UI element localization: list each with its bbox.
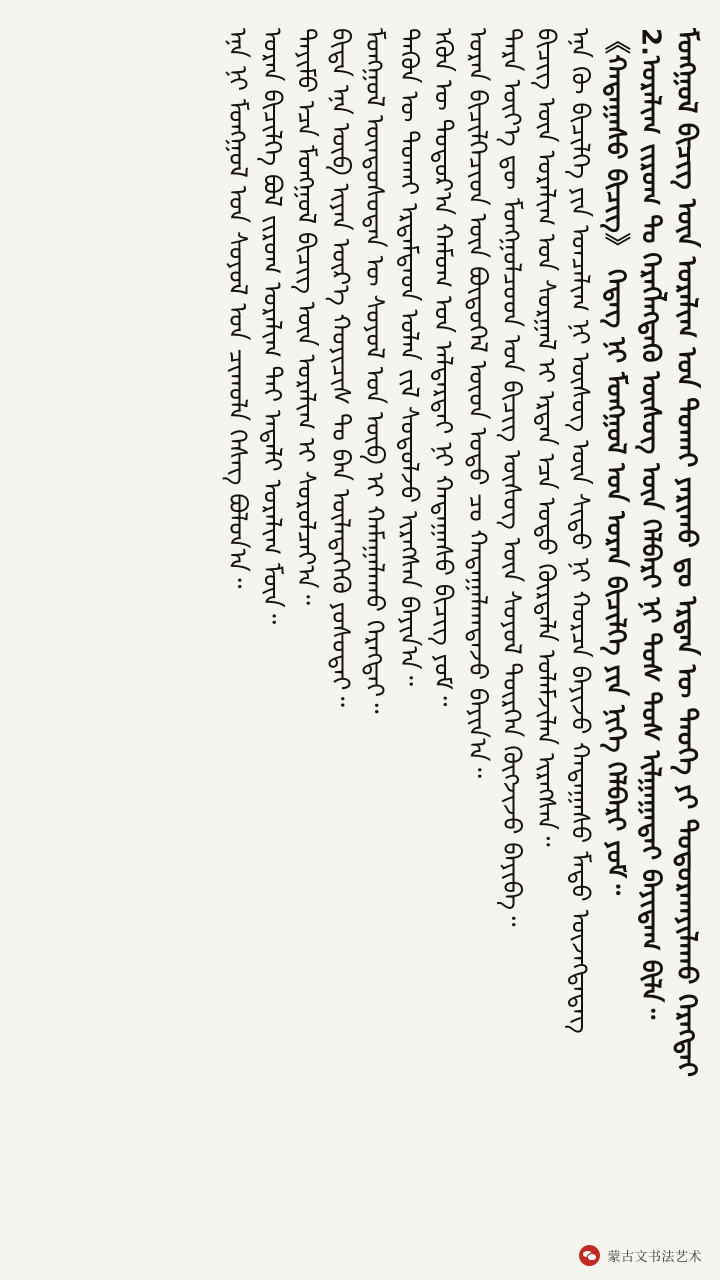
text-column-8: ᠡᠭᠦᠨ ᠦ ᠳᠣᠲᠣᠷ᠎ᠠ ᠬᠠᠮᠤᠭ ᠤᠨ ᠠᠯᠳᠠᠷᠲᠠᠢ ᠨᠢ ᠬᠠᠳᠠᠭᠠᠰᠤ ᠪᠢᠴᠢᠭ ᠶᠤᠮ᠃	[429, 28, 459, 707]
wechat-icon	[579, 1245, 600, 1266]
mongolian-text-body	[16, 28, 704, 1220]
text-column-4: ᠡᠨᠡ ᠬᠦ ᠪᠢᠴᠢᠯᠭᠡ ᠶᠢᠨ ᠣᠨᠴᠠᠯᠢᠭ ᠨᠢ ᠦᠰᠦᠭ ᠦᠨ ᠰᠢᠳᠦ ᠨᠢ ᠬᠤᠷᠴᠠ ᠪᠠᠶᠢᠵᠤ ᠬᠠᠳᠠᠭᠠᠰᠤ ᠮᠡᠲᠦ ᠦᠵᠡᠭᠳᠡᠳᠡᠭ	[566, 28, 596, 1034]
text-column-3: 《ᠬᠠᠳᠠᠭᠠᠰᠤ ᠪᠢᠴᠢᠭ》 ᠭᠡᠳᠡᠭ ᠨᠢ ᠮᠣᠩᠭᠣᠯ ᠤᠨ ᠤᠷᠠᠨ ᠪᠢᠴᠢᠯᠭᠡ ᠶᠢᠨ ᠨᠢᠭᠡ ᠬᠡᠯᠪᠡᠷᠢ ᠶᠤᠮ᠃	[600, 28, 631, 896]
footer-attribution	[579, 1245, 702, 1266]
text-column-2: 2.ᠤᠷᠠᠯᠢᠭ ᠵᠢᠷᠤᠭ ᠲᠤ ᠬᠡᠷᠡᠭᠯᠡᠭᠳᠡᠬᠦ ᠦᠰᠦᠭ ᠦᠨ ᠬᠡᠯᠪᠡᠷᠢ ᠨᠢ ᠲᠤᠰ ᠲᠤᠰ ᠢᠯᠭᠠᠭᠠᠲᠠᠢ ᠪᠠᠶᠢᠳᠠᠭ ᠪᠢᠯᠡ᠃	[635, 28, 666, 1020]
text-column-12: ᠲᠡᠶᠢᠮᠦ ᠡᠴᠡ ᠮᠣᠩᠭᠣᠯ ᠪᠢᠴᠢᠭ ᠦᠨ ᠤᠷᠠᠯᠢᠭ ᠢ ᠰᠤᠷᠤᠯᠴᠠᠶ᠎ᠠ᠃	[292, 28, 322, 605]
text-column-9: ᠲᠡᠭᠦᠨ ᠦ ᠲᠤᠬᠠᠢ ᠡᠷᠳᠡᠮᠲᠡᠳ ᠣᠯᠠᠨ ᠵᠢᠯ ᠰᠤᠳᠤᠯᠵᠤ ᠢᠷᠡᠭᠰᠡᠨ ᠪᠠᠶᠢᠨ᠎ᠠ᠃	[394, 28, 424, 686]
text-column-1: ᠮᠣᠩᠭᠣᠯ ᠪᠢᠴᠢᠭ ᠦᠨ ᠤᠷᠠᠯᠢᠭ ᠤᠨ ᠲᠤᠬᠠᠢ ᠶᠠᠷᠢᠬᠤ ᠳᠤ ᠡᠷᠲᠡᠨ ᠦ ᠲᠡᠦᠬᠡ ᠶᠢ ᠲᠣᠳᠣᠷᠬᠠᠶᠢᠯᠠᠬᠤ ᠬᠡᠷᠡᠭᠲᠡᠢ	[671, 28, 702, 1078]
text-column-6: ᠲᠡᠷᠡ ᠦᠶ᠎ᠡ ᠳᠦ ᠮᠣᠩᠭᠣᠯᠴᠤᠳ ᠤᠨ ᠪᠢᠴᠢᠭ ᠦᠰᠦᠭ ᠦᠨ ᠰᠤᠶᠤᠯ ᠲᠦᠷᠭᠡᠨ ᠬᠦᠭᠵᠢᠵᠦ ᠪᠠᠶᠢᠪᠠ᠃	[497, 28, 527, 927]
text-column-13: ᠤᠷᠠᠨ ᠪᠢᠴᠢᠯᠭᠡ ᠪᠣᠯ ᠵᠢᠷᠤᠭ ᠤᠷᠠᠯᠢᠭ ᠲᠠᠢ ᠠᠳᠠᠯᠢ ᠤᠷᠠᠯᠢᠭ ᠮᠥᠨ᠃	[257, 28, 287, 625]
text-column-11: ᠪᠢᠳᠡ ᠡᠨᠡ ᠦᠪ ᠢᠶᠡᠨ ᠦᠷ᠎ᠡ ᠬᠣᠶᠢᠴᠢᠰ ᠲᠤ ᠪᠠᠨ ᠦᠯᠡᠳᠡᠭᠡᠬᠦ ᠶᠣᠰᠣᠲᠠᠢ᠃	[326, 28, 356, 707]
text-column-14: ᠡᠨᠡ ᠨᠢ ᠮᠣᠩᠭᠣᠯ ᠤᠨ ᠰᠤᠶᠤᠯ ᠤᠨ ᠴᠢᠬᠤᠯᠠ ᠬᠡᠰᠡᠭ ᠪᠣᠯᠤᠨ᠎ᠠ᠃	[223, 28, 253, 589]
footer-label: 蒙古文书法艺术	[607, 1250, 702, 1265]
text-column-10: ᠮᠣᠩᠭᠣᠯ ᠦᠨᠳᠦᠰᠦᠲᠡᠨ ᠦ ᠰᠤᠶᠤᠯ ᠤᠨ ᠦᠪ ᠢ ᠬᠠᠮᠠᠭᠠᠯᠠᠬᠤ ᠬᠡᠷᠡᠭᠲᠡᠢ᠃	[360, 28, 390, 714]
text-column-5: ᠪᠢᠴᠢᠭ ᠦᠨ ᠤᠷᠠᠯᠢᠭ ᠤᠨ ᠰᠤᠷᠭᠠᠯ ᠢ ᠡᠷᠲᠡᠨ ᠡᠴᠡ ᠣᠳᠣ ᠬᠦᠷᠲᠡᠯᠡ ᠤᠯᠠᠮᠵᠢᠯᠠᠨ ᠢᠷᠡᠭᠰᠡᠨ᠃	[531, 28, 561, 847]
text-column-7: ᠤᠷᠠᠨ ᠪᠢᠴᠢᠯᠭᠡᠴᠢᠳ ᠦᠨ ᠪᠦᠲᠦᠭᠡᠯ ᠦᠳ ᠣᠳᠣ ᠴᠤ ᠬᠠᠳᠠᠭᠠᠯᠠᠭᠳᠠᠵᠤ ᠪᠠᠶᠢᠨ᠎ᠠ᠃	[463, 28, 493, 778]
